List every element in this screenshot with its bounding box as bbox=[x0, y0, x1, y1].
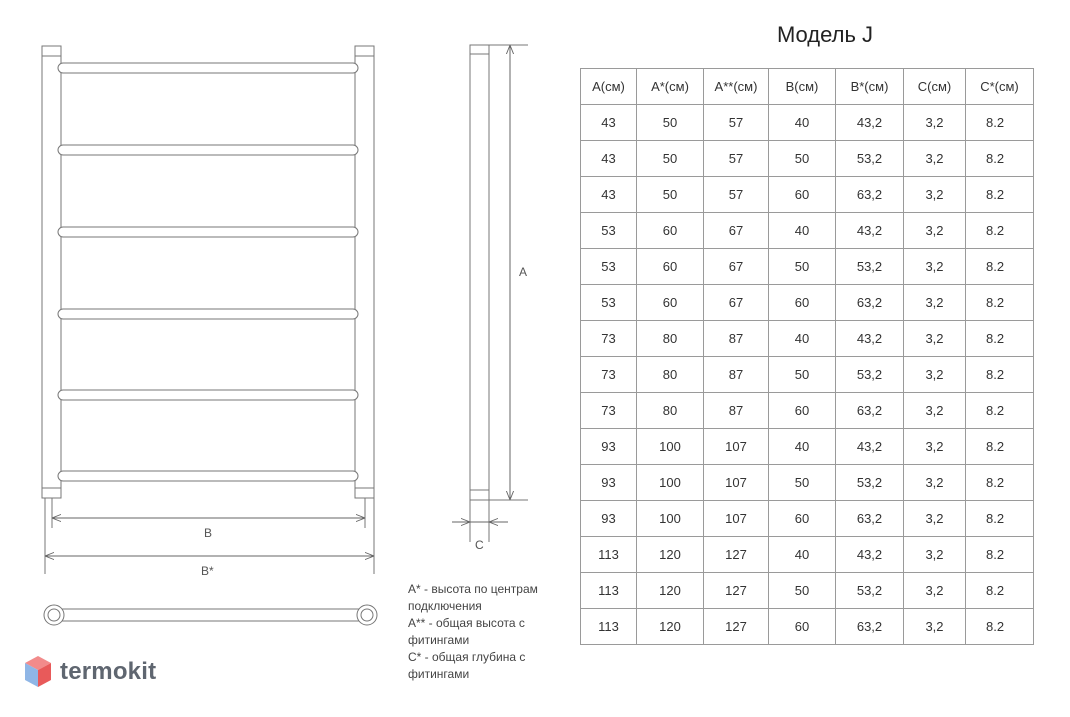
rung bbox=[58, 63, 358, 73]
table-cell: 8.2 bbox=[966, 177, 1034, 213]
table-cell: 100 bbox=[637, 429, 704, 465]
table-cell: 8.2 bbox=[966, 249, 1034, 285]
table-cell: 67 bbox=[704, 213, 769, 249]
table-cell: 50 bbox=[637, 105, 704, 141]
table-cell: 63,2 bbox=[836, 393, 904, 429]
table-cell: 73 bbox=[581, 321, 637, 357]
note-line: фитингами bbox=[408, 667, 470, 681]
table-cell: 3,2 bbox=[904, 141, 966, 177]
table-cell: 63,2 bbox=[836, 609, 904, 645]
table-row bbox=[581, 357, 1034, 393]
table-cell: 8.2 bbox=[966, 501, 1034, 537]
table-row bbox=[581, 501, 1034, 537]
table-cell: 3,2 bbox=[904, 249, 966, 285]
table-cell: 8.2 bbox=[966, 573, 1034, 609]
table-cell: 57 bbox=[704, 105, 769, 141]
table-cell: 40 bbox=[769, 321, 836, 357]
table-cell: 120 bbox=[637, 573, 704, 609]
left-post bbox=[42, 46, 61, 498]
table-cell: 63,2 bbox=[836, 501, 904, 537]
table-cell: 60 bbox=[769, 609, 836, 645]
table-cell: 107 bbox=[704, 501, 769, 537]
table-row bbox=[581, 321, 1034, 357]
table-cell: 57 bbox=[704, 177, 769, 213]
column-header: B*(см) bbox=[836, 69, 904, 105]
table-cell: 8.2 bbox=[966, 609, 1034, 645]
table-cell: 8.2 bbox=[966, 393, 1034, 429]
side-view-drawing bbox=[470, 45, 528, 542]
table-row bbox=[581, 573, 1034, 609]
dimension-c-label: C bbox=[475, 538, 484, 552]
table-row bbox=[581, 105, 1034, 141]
notes-legend bbox=[408, 581, 578, 683]
table-cell: 8.2 bbox=[966, 429, 1034, 465]
table-row bbox=[581, 465, 1034, 501]
table-cell: 127 bbox=[704, 537, 769, 573]
table-cell: 93 bbox=[581, 465, 637, 501]
rungs bbox=[58, 63, 358, 481]
front-view-drawing bbox=[42, 46, 374, 574]
table-cell: 40 bbox=[769, 213, 836, 249]
note-line: фитингами bbox=[408, 633, 470, 647]
table-cell: 57 bbox=[704, 141, 769, 177]
table-cell: 3,2 bbox=[904, 537, 966, 573]
rung bbox=[58, 227, 358, 237]
table-cell: 93 bbox=[581, 501, 637, 537]
table-cell: 53,2 bbox=[836, 141, 904, 177]
table-cell: 3,2 bbox=[904, 609, 966, 645]
table-cell: 53,2 bbox=[836, 357, 904, 393]
table-cell: 43,2 bbox=[836, 105, 904, 141]
table-cell: 53 bbox=[581, 213, 637, 249]
right-post bbox=[355, 46, 374, 498]
table-cell: 80 bbox=[637, 321, 704, 357]
specification-table bbox=[580, 68, 1034, 645]
table-cell: 73 bbox=[581, 393, 637, 429]
column-header: A(см) bbox=[581, 69, 637, 105]
table-cell: 127 bbox=[704, 609, 769, 645]
logo-text: termokit bbox=[60, 658, 157, 685]
cube-logo-icon bbox=[24, 654, 52, 690]
table-cell: 3,2 bbox=[904, 501, 966, 537]
table-cell: 8.2 bbox=[966, 105, 1034, 141]
note-line: A** - общая высота с bbox=[408, 616, 525, 630]
table-cell: 50 bbox=[637, 177, 704, 213]
table-cell: 107 bbox=[704, 465, 769, 501]
table-cell: 60 bbox=[637, 285, 704, 321]
table-row bbox=[581, 609, 1034, 645]
table-row bbox=[581, 249, 1034, 285]
table-cell: 43 bbox=[581, 141, 637, 177]
table-cell: 40 bbox=[769, 537, 836, 573]
table-cell: 8.2 bbox=[966, 537, 1034, 573]
table-cell: 80 bbox=[637, 393, 704, 429]
table-cell: 100 bbox=[637, 465, 704, 501]
table-cell: 67 bbox=[704, 285, 769, 321]
column-header: B(см) bbox=[769, 69, 836, 105]
table-cell: 53 bbox=[581, 249, 637, 285]
table-header-row bbox=[581, 69, 1034, 105]
table-cell: 50 bbox=[769, 357, 836, 393]
table-cell: 3,2 bbox=[904, 285, 966, 321]
table-row bbox=[581, 393, 1034, 429]
table-cell: 53,2 bbox=[836, 465, 904, 501]
table-cell: 87 bbox=[704, 393, 769, 429]
table-cell: 63,2 bbox=[836, 285, 904, 321]
table-cell: 8.2 bbox=[966, 357, 1034, 393]
table-cell: 3,2 bbox=[904, 357, 966, 393]
table-cell: 73 bbox=[581, 357, 637, 393]
table-cell: 3,2 bbox=[904, 177, 966, 213]
table-cell: 60 bbox=[637, 249, 704, 285]
note-line: подключения bbox=[408, 599, 482, 613]
note-line: A* - высота по центрам bbox=[408, 582, 538, 596]
table-cell: 60 bbox=[637, 213, 704, 249]
table-row bbox=[581, 141, 1034, 177]
table-cell: 8.2 bbox=[966, 321, 1034, 357]
dimension-a-label: A bbox=[519, 265, 528, 279]
table-row bbox=[581, 429, 1034, 465]
table-cell: 67 bbox=[704, 249, 769, 285]
rung bbox=[58, 309, 358, 319]
table-row bbox=[581, 285, 1034, 321]
table-cell: 53 bbox=[581, 285, 637, 321]
model-title: Модель J bbox=[776, 22, 874, 47]
table-cell: 50 bbox=[769, 249, 836, 285]
table-cell: 43,2 bbox=[836, 321, 904, 357]
table-row bbox=[581, 537, 1034, 573]
table-cell: 113 bbox=[581, 609, 637, 645]
table-cell: 107 bbox=[704, 429, 769, 465]
table-cell: 53,2 bbox=[836, 249, 904, 285]
table-cell: 50 bbox=[637, 141, 704, 177]
table-cell: 8.2 bbox=[966, 141, 1034, 177]
table-cell: 87 bbox=[704, 357, 769, 393]
table-cell: 87 bbox=[704, 321, 769, 357]
rung bbox=[58, 390, 358, 400]
table-cell: 60 bbox=[769, 393, 836, 429]
table-cell: 43,2 bbox=[836, 429, 904, 465]
table-cell: 43,2 bbox=[836, 537, 904, 573]
table-cell: 43 bbox=[581, 177, 637, 213]
table-cell: 3,2 bbox=[904, 465, 966, 501]
top-view-drawing bbox=[44, 605, 377, 625]
column-header: C*(см) bbox=[966, 69, 1034, 105]
table-cell: 113 bbox=[581, 573, 637, 609]
table-cell: 60 bbox=[769, 501, 836, 537]
table-cell: 60 bbox=[769, 177, 836, 213]
table-cell: 100 bbox=[637, 501, 704, 537]
table-cell: 43,2 bbox=[836, 213, 904, 249]
note-line: C* - общая глубина с bbox=[408, 650, 526, 664]
table-cell: 8.2 bbox=[966, 213, 1034, 249]
table-cell: 3,2 bbox=[904, 573, 966, 609]
table-cell: 3,2 bbox=[904, 105, 966, 141]
column-header: A*(см) bbox=[637, 69, 704, 105]
table-cell: 127 bbox=[704, 573, 769, 609]
table-cell: 120 bbox=[637, 609, 704, 645]
rung bbox=[58, 471, 358, 481]
table-cell: 43 bbox=[581, 105, 637, 141]
table-cell: 40 bbox=[769, 429, 836, 465]
table-cell: 50 bbox=[769, 573, 836, 609]
table-cell: 50 bbox=[769, 141, 836, 177]
table-cell: 8.2 bbox=[966, 285, 1034, 321]
table-cell: 93 bbox=[581, 429, 637, 465]
table-cell: 53,2 bbox=[836, 573, 904, 609]
table-cell: 113 bbox=[581, 537, 637, 573]
termokit-logo bbox=[24, 652, 156, 692]
table-cell: 50 bbox=[769, 465, 836, 501]
table-cell: 3,2 bbox=[904, 321, 966, 357]
table-cell: 40 bbox=[769, 105, 836, 141]
table-row bbox=[581, 177, 1034, 213]
table-row bbox=[581, 213, 1034, 249]
column-header: A**(см) bbox=[704, 69, 769, 105]
table-cell: 63,2 bbox=[836, 177, 904, 213]
rung bbox=[58, 145, 358, 155]
table-cell: 80 bbox=[637, 357, 704, 393]
column-header: C(см) bbox=[904, 69, 966, 105]
dimension-b-star-label: B* bbox=[201, 564, 214, 578]
table-cell: 3,2 bbox=[904, 429, 966, 465]
table-cell: 60 bbox=[769, 285, 836, 321]
dimension-b-label: B bbox=[204, 526, 213, 540]
table-cell: 8.2 bbox=[966, 465, 1034, 501]
table-cell: 120 bbox=[637, 537, 704, 573]
table-cell: 3,2 bbox=[904, 393, 966, 429]
table-cell: 3,2 bbox=[904, 213, 966, 249]
